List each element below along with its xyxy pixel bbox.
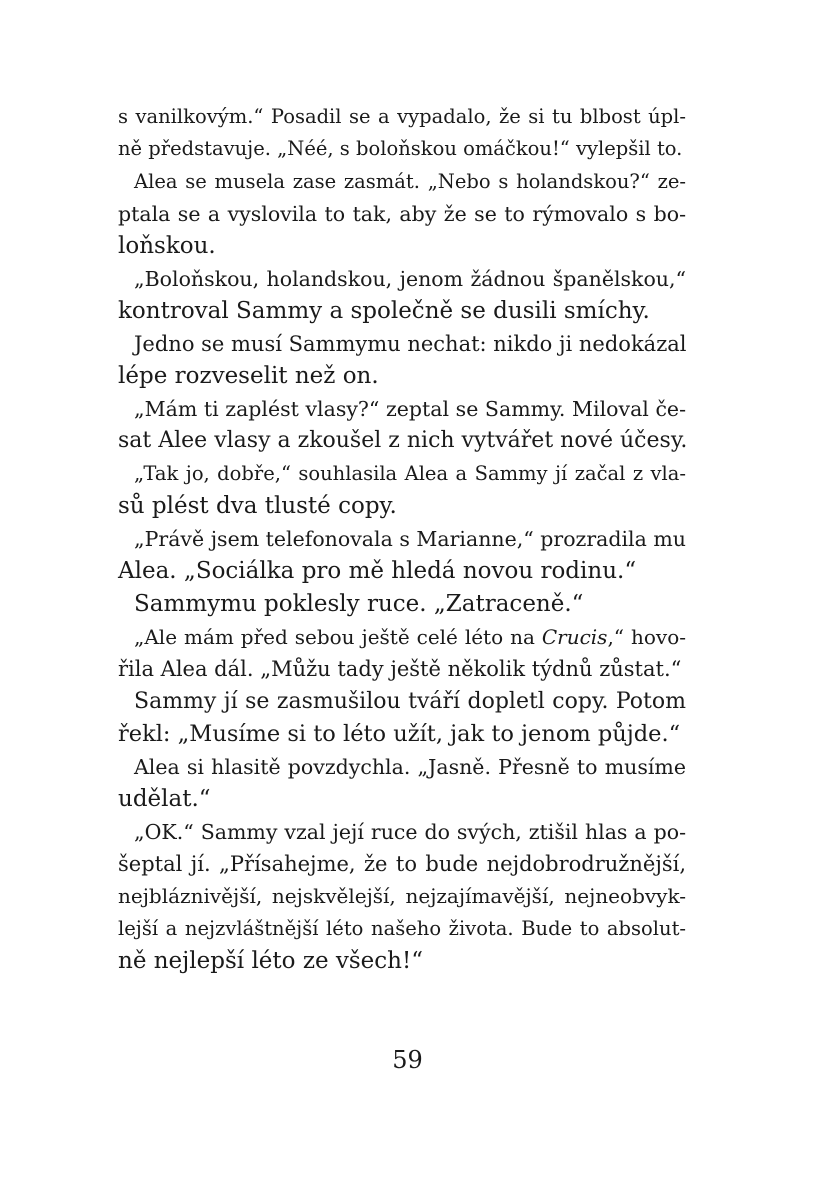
text-line: s vanilkovým.“ Posadil se a vypadalo, že si tu blbost úpl- <box>118 105 686 128</box>
text-line: sů plést dva tlusté copy. <box>118 493 397 519</box>
text-line: Alea si hlasitě povzdychla. „Jasně. Přesně to musíme <box>134 755 686 779</box>
text-line: „Ale mám před sebou ještě celé léto na Crucis,“ hovo- <box>134 625 686 649</box>
italic-word: Crucis <box>541 625 608 649</box>
text-line: nejbláznivější, nejskvělejší, nejzajímavější, nejneobvyk- <box>118 884 686 908</box>
text-line: „Boloňskou, holandskou, jenom žádnou španělskou,“ <box>134 267 686 291</box>
text-line: řila Alea dál. „Můžu tady ještě několik týdnů zůstat.“ <box>118 657 682 681</box>
text-line: „Právě jsem telefonovala s Marianne,“ prozradila mu <box>134 527 686 551</box>
text-line: Alea se musela zase zasmát. „Nebo s holandskou?“ ze- <box>134 170 686 193</box>
text-line: Sammy jí se zasmušilou tváří dopletl copy. Potom <box>134 689 686 714</box>
text-line: loňskou. <box>118 233 216 259</box>
text-line: „Tak jo, dobře,“ souhlasila Alea a Sammy jí začal z vla- <box>134 462 686 485</box>
text-line: ně představuje. „Néé, s boloňskou omáčkou!“ vylepšil to. <box>118 137 683 160</box>
text-line: udělat.“ <box>118 786 211 812</box>
text-line: šeptal jí. „Přísahejme, že to bude nejdobrodružnější, <box>118 852 686 876</box>
text-line: lépe rozveselit než on. <box>118 363 379 389</box>
text-line: „OK.“ Sammy vzal její ruce do svých, ztišil hlas a po- <box>134 820 686 844</box>
text-line: Alea. „Sociálka pro mě hledá novou rodinu.“ <box>118 558 637 584</box>
text-line: ně nejlepší léto ze všech!“ <box>118 948 423 974</box>
text-line: sat Alee vlasy a zkoušel z nich vytvářet nové účesy. <box>118 428 688 453</box>
text-line: kontroval Sammy a společně se dusili smíchy. <box>118 298 650 324</box>
text-line: Jedno se musí Sammymu nechat: nikdo ji nedokázal <box>134 332 687 356</box>
text-line: „Mám ti zaplést vlasy?“ zeptal se Sammy. Miloval če- <box>134 397 686 421</box>
text-line: lejší a nejzvláštnější léto našeho života. Bude to absolut- <box>118 917 686 940</box>
text-line: řekl: „Musíme si to léto užít, jak to jenom půjde.“ <box>118 721 681 747</box>
text-line: Sammymu poklesly ruce. „Zatraceně.“ <box>134 591 584 617</box>
text-line: ptala se a vyslovila to tak, aby že se to rýmovalo s bo- <box>118 202 686 226</box>
page-number: 59 <box>392 1046 423 1074</box>
